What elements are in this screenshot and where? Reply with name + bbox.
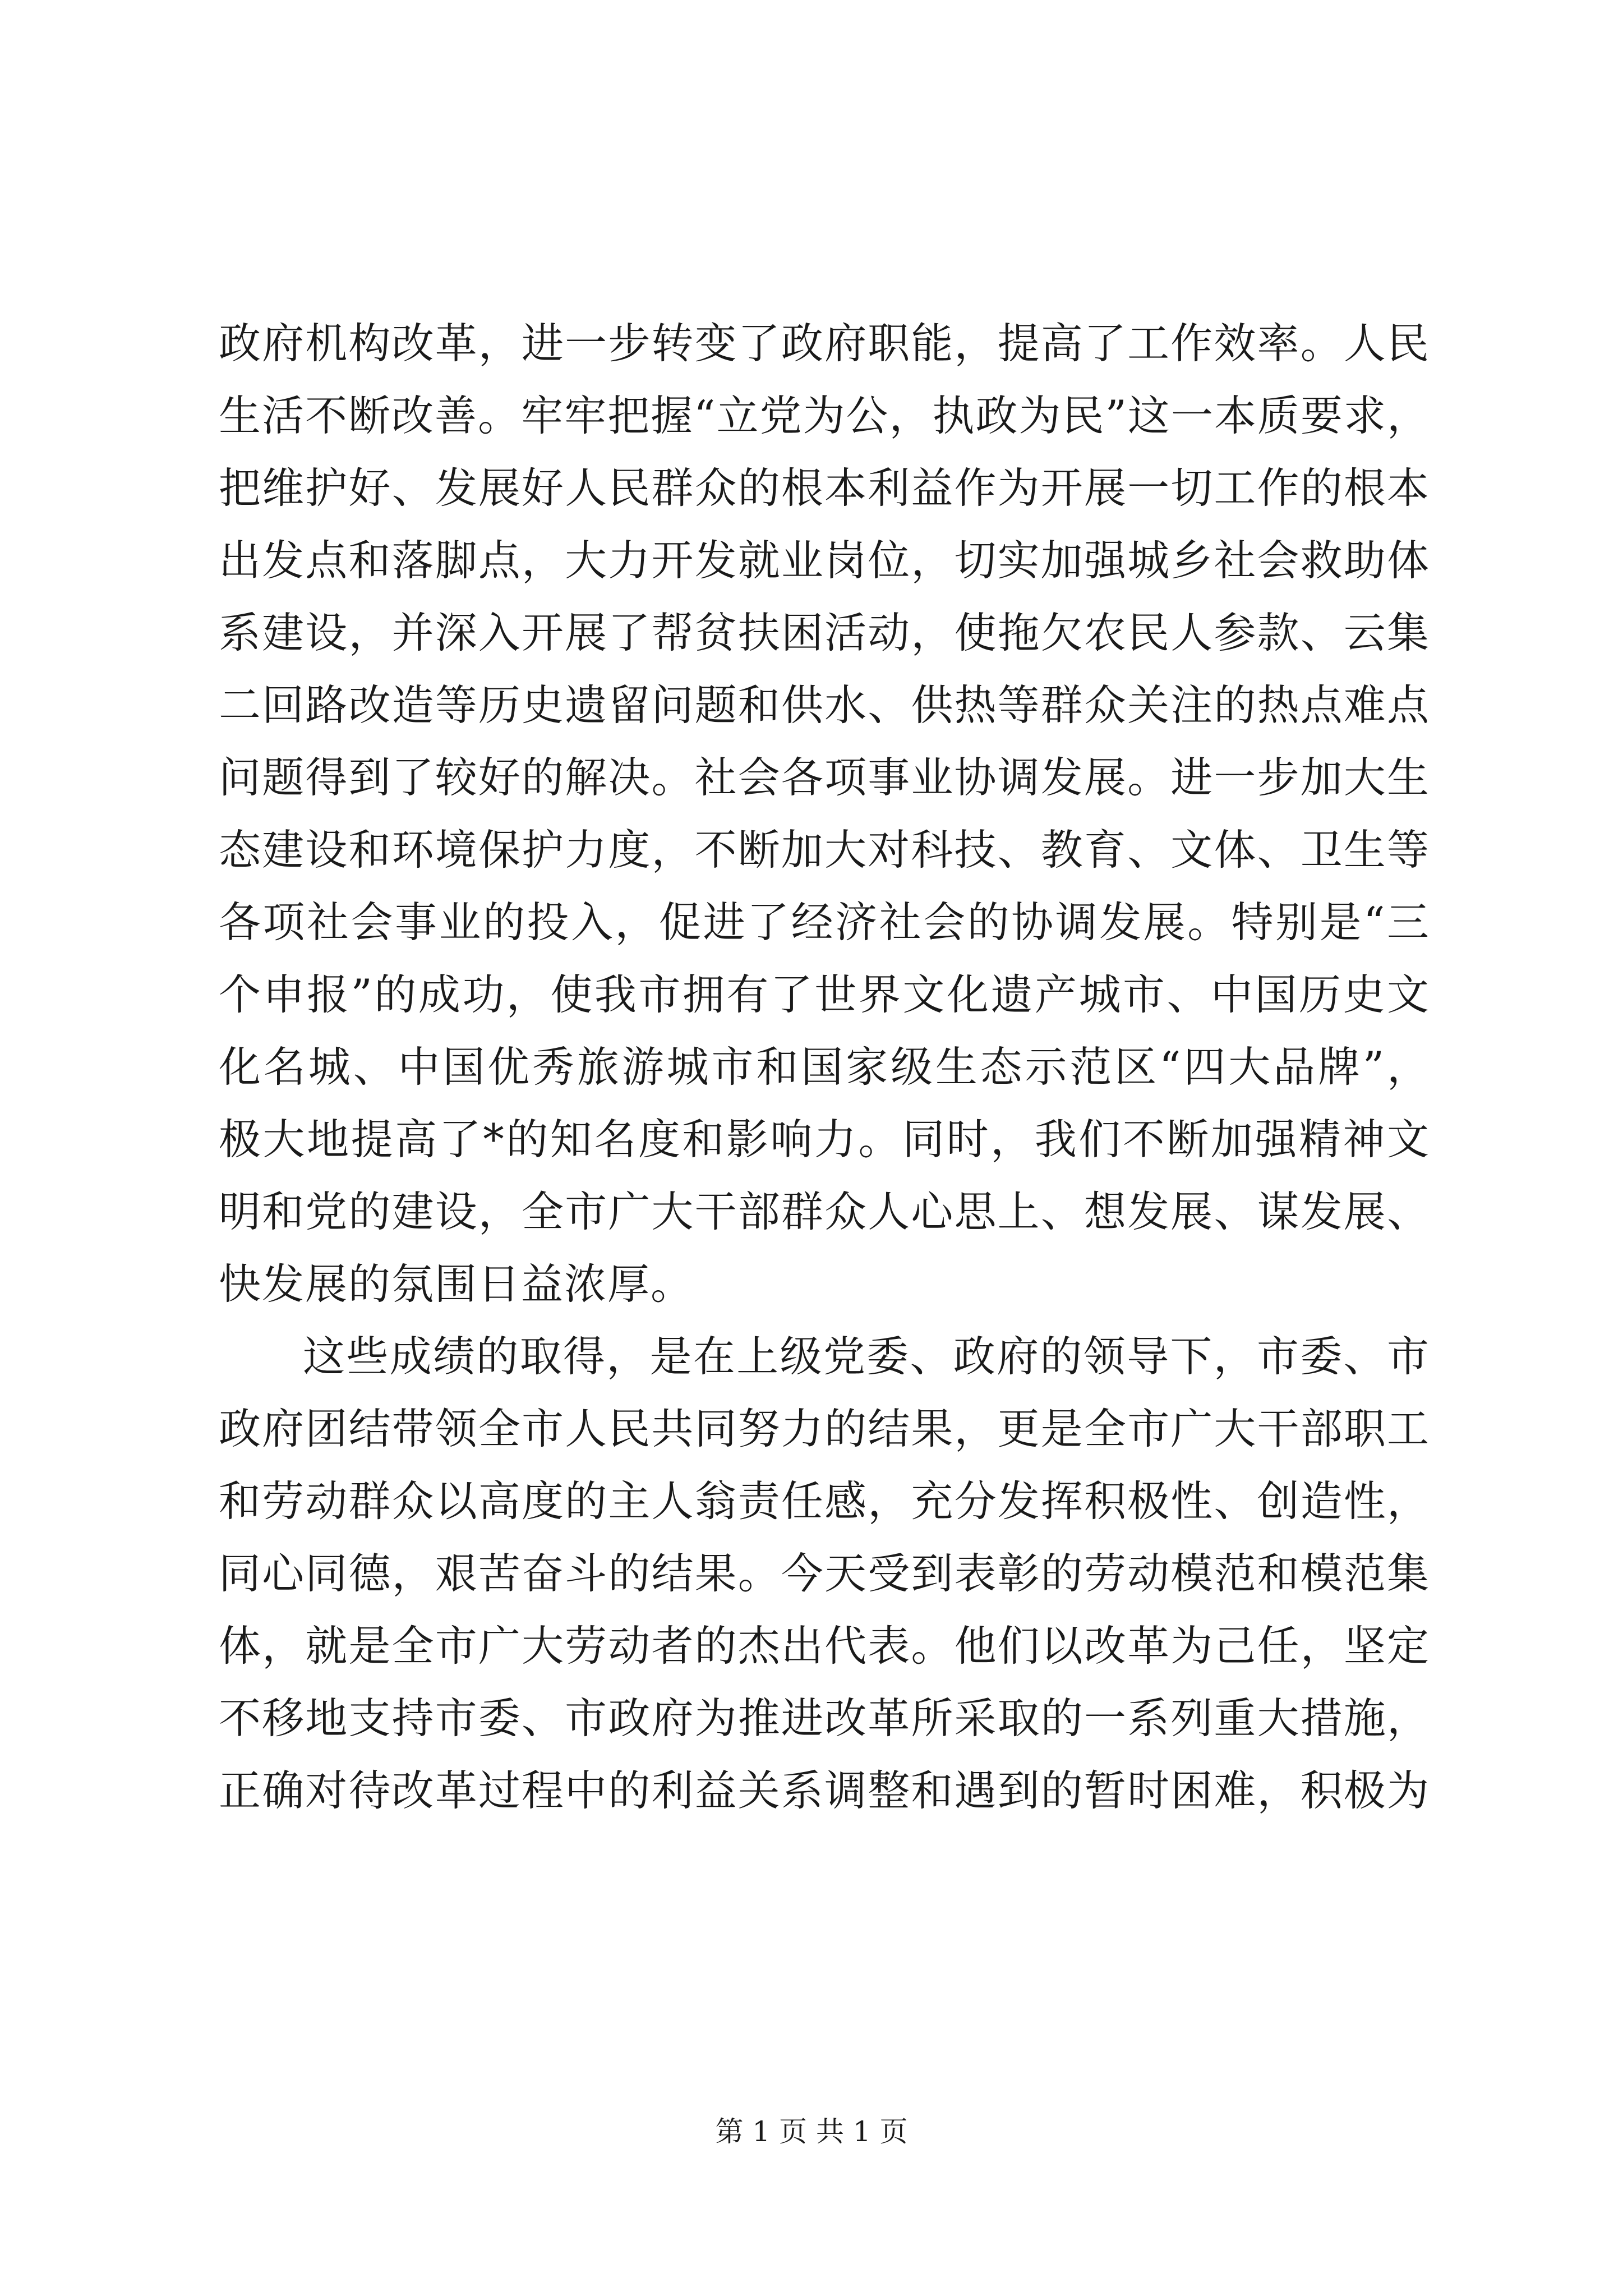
text-line: 正确对待改革过程中的利益关系调整和遇到的暂时困难，积极为 [219, 1766, 1430, 1815]
text-line: 极大地提高了*的知名度和影响力。同时，我们不断加强精神文 [219, 1115, 1430, 1164]
text-line: 和劳动群众以高度的主人翁责任感，充分发挥积极性、创造性， [219, 1476, 1430, 1526]
text-line: 问题得到了较好的解决。社会各项事业协调发展。进一步加大生 [219, 753, 1430, 802]
text-line: 出发点和落脚点，大力开发就业岗位，切实加强城乡社会救助体 [219, 536, 1430, 585]
text-line: 明和党的建设，全市广大干部群众人心思上、想发展、谋发展、 [219, 1187, 1430, 1236]
paragraph-2 [219, 1320, 1430, 1827]
text-line: 个申报”的成功，使我市拥有了世界文化遗产城市、中国历史文 [219, 970, 1430, 1019]
text-line: 把维护好、发展好人民群众的根本利益作为开展一切工作的根本 [219, 463, 1430, 513]
text-line: 这些成绩的取得，是在上级党委、政府的领导下，市委、市 [303, 1332, 1430, 1381]
text-line: 同心同德，艰苦奋斗的结果。今天受到表彰的劳动模范和模范集 [219, 1549, 1430, 1598]
paragraph-1 [219, 307, 1430, 1320]
document-body [219, 307, 1430, 1827]
text-line: 不移地支持市委、市政府为推进改革所采取的一系列重大措施， [219, 1694, 1430, 1743]
text-line: 快发展的氛围日益浓厚。 [219, 1259, 694, 1309]
text-line: 系建设，并深入开展了帮贫扶困活动，使拖欠农民人参款、云集 [219, 608, 1430, 657]
text-line: 化名城、中国优秀旅游城市和国家级生态示范区“四大品牌”， [219, 1042, 1430, 1092]
page-number-footer: 第 1 页 共 1 页 [715, 2115, 908, 2148]
text-line: 各项社会事业的投入，促进了经济社会的协调发展。特别是“三 [219, 898, 1430, 947]
text-line: 政府机构改革，进一步转变了政府职能，提高了工作效率。人民 [219, 319, 1430, 368]
text-line: 政府团结带领全市人民共同努力的结果，更是全市广大干部职工 [219, 1404, 1430, 1453]
text-line: 生活不断改善。牢牢把握“立党为公，执政为民”这一本质要求， [219, 391, 1430, 440]
text-line: 二回路改造等历史遗留问题和供水、供热等群众关注的热点难点 [219, 680, 1430, 730]
text-line: 态建设和环境保护力度，不断加大对科技、教育、文体、卫生等 [219, 825, 1430, 875]
text-line: 体，就是全市广大劳动者的杰出代表。他们以改革为己任，坚定 [219, 1621, 1430, 1671]
